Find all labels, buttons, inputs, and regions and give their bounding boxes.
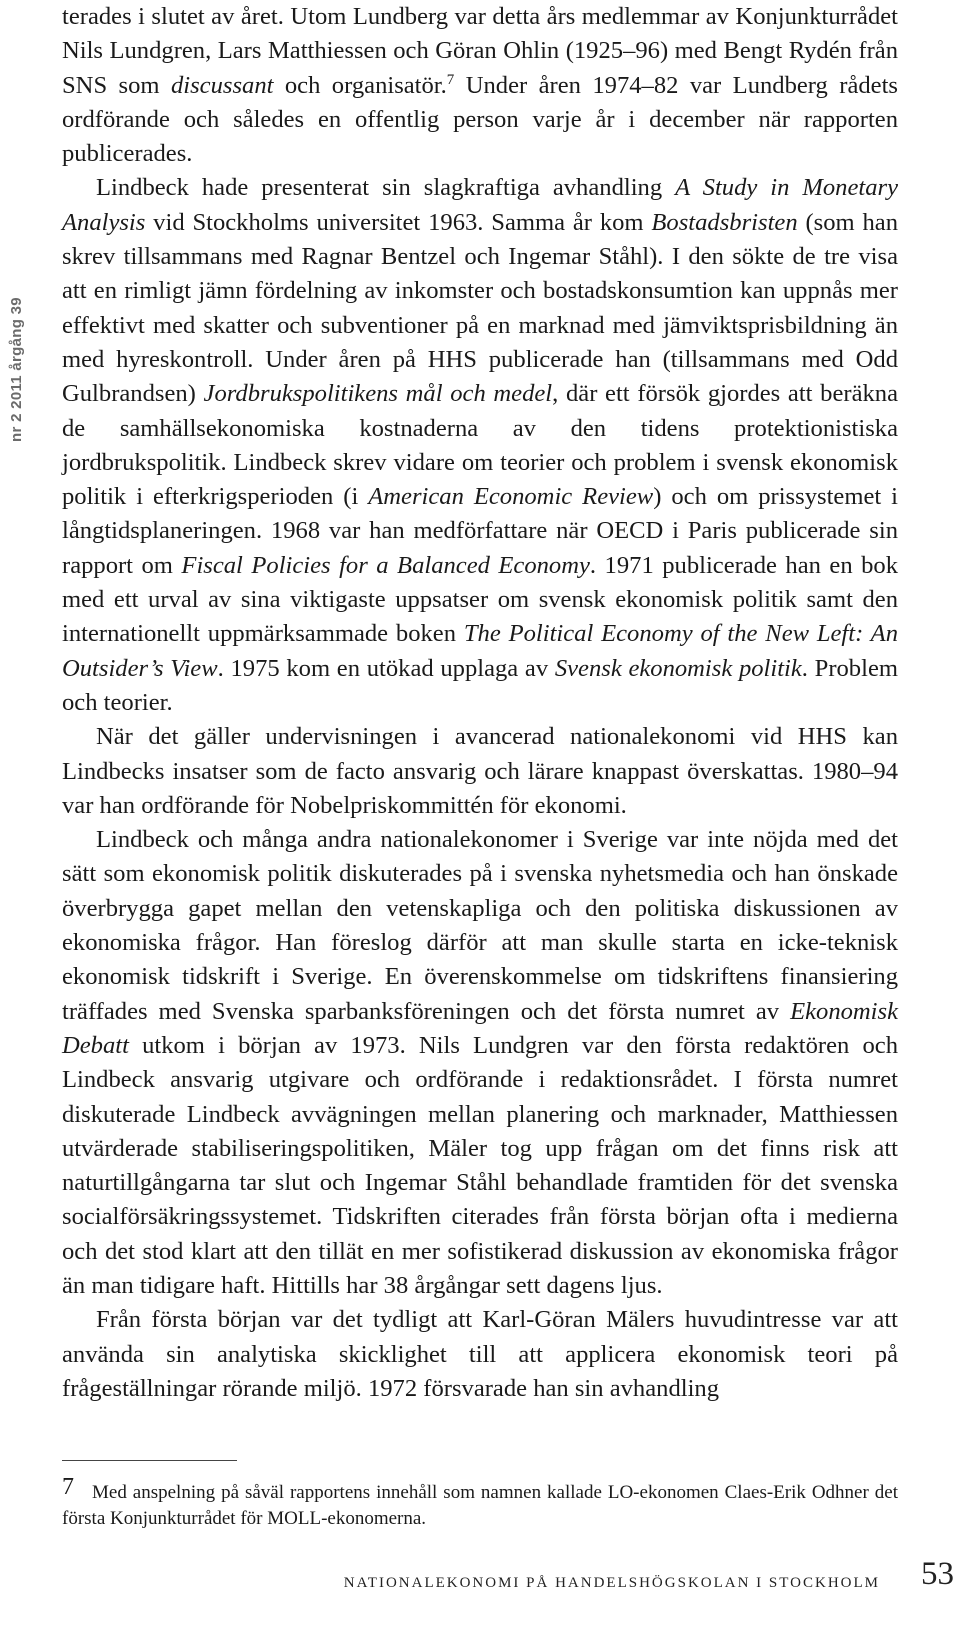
text-run: Lindbeck hade presenterat sin slagkraftiga avhandling bbox=[96, 174, 676, 202]
paragraph bbox=[62, 720, 898, 823]
footnote bbox=[62, 1474, 898, 1532]
text-run: Från första början var det tydligt att Karl-Göran Mälers huvudintresse var att använda sin analytiska skicklighet till att applicera ekonomisk teori på frågeställningar rörande miljö. 1972 försvarade han sin avhandling bbox=[62, 1306, 898, 1402]
italic-text: discussant bbox=[170, 71, 274, 99]
page-number: 53 bbox=[921, 1556, 954, 1592]
italic-text: Fiscal Policies for a Balanced Economy bbox=[181, 551, 590, 579]
text-run: utkom i början av 1973. Nils Lundgren var den första redaktören och Lindbeck ansvarig utgivare och ordförande i redaktionsrådet. I första numret diskuterade Lindbeck avvägningen mellan planering och marknader, Matthiessen utvärderade stabiliseringspolitiken, Mäler tog upp frågan om det finns risk att naturtillgångarna tar slut och Ingemar Ståhl behandlade framtiden för det svenska socialförsäkringssystemet. Tidskriften citerades från första början ofta i medierna och det stod klart att den tillät en mer sofistikerad diskussion av ekonomiska frågor än man tidigare haft. Hittills har 38 årgångar sett dagens ljus. bbox=[62, 1031, 898, 1299]
italic-text: American Economic Review bbox=[368, 483, 654, 511]
text-run: När det gäller undervisningen i avancerad nationalekonomi vid HHS kan Lindbecks insatser som de facto ansvarig och lärare knappast överskattas. 1980–94 var han ordförande för Nobelpriskommittén för ekonomi. bbox=[62, 723, 898, 819]
text-run: terades i slutet av året. Utom Lundberg var detta års medlemmar av Konjunkturrådet Nils Lundgren, Lars Matthiessen och Göran Ohlin (1925–96) med Bengt Rydén från SNS som bbox=[62, 3, 898, 99]
article-body bbox=[62, 0, 898, 1406]
text-run: . 1971 publicerade han en bok med ett urval av sina viktigaste uppsatser om svensk ekonomisk politik samt den internationellt uppmärksammade boken bbox=[62, 551, 898, 648]
text-run: , där ett försök gjordes att beräkna de samhällsekonomiska kostnaderna av den tidens protektionistiska jordbrukspolitik. Lindbeck skrev vidare om teorier och problem i svensk ekonomisk politik i efterkrigsperioden (i bbox=[62, 380, 898, 511]
text-run: Lindbeck och många andra nationalekonomer i Sverige var inte nöjda med det sätt som ekonomisk politik diskuterades på i svenska nyhetsmedia och han önskade överbrygga gapet mellan den vetenskapliga och den politiska diskussionen av ekonomiska frågor. Han föreslog därför att man skulle starta en icke-teknisk ekonomisk tidskrift i Sverige. En överenskommelse om tidskriftens finansiering träffades med Svenska sparbanksföreningen och det första numret av bbox=[62, 826, 898, 1025]
text-run: (som han skrev tillsammans med Ragnar Bentzel och Ingemar Ståhl). I den sökte de tre visa att en rimligt jämn fördelning av inkomster och bostadskonsumtion kan uppnås mer effektivt med skatter och subventioner på en marknad med jämviktsprisbildning än med hyreskontroll. Under åren på HHS publicerade han (tillsammans med Odd Gulbrandsen) bbox=[62, 208, 899, 408]
text-run: ) och om prissystemet i långtidsplaneringen. 1968 var han medförfattare när OECD i Paris publicerade sin rapport om bbox=[62, 483, 899, 579]
text-run: Under åren 1974–82 var Lundberg rådets ordförande och således en offentlig person varje år i december när rapporten publicerades. bbox=[62, 71, 898, 168]
footnote-divider bbox=[62, 1460, 237, 1461]
text-run: . Problem och teorier. bbox=[62, 654, 898, 716]
footnote-text: Med anspelning på såväl rapportens innehåll som namnen kallade LO-ekonomen Claes-Erik Odhner det första Konjunkturrådet för MOLL-ekonomerna. bbox=[62, 1482, 898, 1529]
paragraph bbox=[62, 1303, 898, 1406]
italic-text: A Study in Monetary Analysis bbox=[62, 174, 898, 236]
paragraph bbox=[62, 0, 898, 171]
paragraph bbox=[62, 171, 898, 720]
italic-text: Svensk ekonomisk politik bbox=[554, 654, 802, 682]
text-run: och organisatör. bbox=[273, 71, 447, 99]
italic-text: The Political Economy of the New Left: An Outsider’s View bbox=[62, 620, 898, 682]
paragraph bbox=[62, 823, 898, 1303]
text-run: . 1975 kom en utökad upplaga av bbox=[217, 654, 555, 682]
footnote-reference: 7 bbox=[446, 71, 455, 88]
italic-text: Jordbrukspolitikens mål och medel bbox=[203, 380, 553, 408]
italic-text: Ekonomisk Debatt bbox=[62, 997, 898, 1059]
issue-sidebar-label: nr 2 2011 årgång 39 bbox=[8, 297, 25, 443]
running-footer-title: NATIONALEKONOMI PÅ HANDELSHÖGSKOLAN I STOCKHOLM bbox=[343, 1575, 880, 1591]
italic-text: Bostadsbristen bbox=[651, 208, 798, 236]
footnote-number: 7 bbox=[62, 1474, 74, 1500]
text-run: vid Stockholms universitet 1963. Samma år kom bbox=[145, 208, 652, 236]
